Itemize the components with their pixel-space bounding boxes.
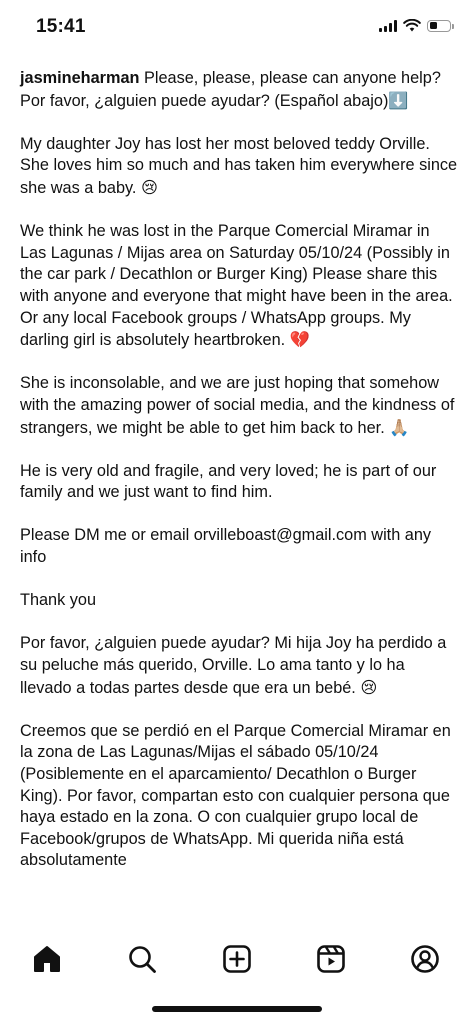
nav-profile[interactable] — [408, 942, 442, 976]
praying-hands-emoji-icon: 🙏🏼 — [389, 417, 410, 437]
reels-icon — [316, 944, 346, 974]
caption-text: Please, please, please can anyone help? Por favor, ¿alguien puede ayudar? (Español abajo) — [20, 69, 441, 110]
search-icon — [127, 944, 157, 974]
caption-paragraph — [20, 221, 460, 352]
post-username[interactable]: jasmineharman — [20, 69, 140, 87]
home-indicator[interactable] — [152, 1006, 322, 1012]
nav-create[interactable] — [220, 942, 254, 976]
crying-face-emoji-icon: 😢 — [140, 177, 158, 197]
caption-paragraph — [20, 373, 460, 439]
status-time: 15:41 — [36, 16, 86, 37]
caption-paragraph — [20, 134, 460, 200]
profile-icon — [410, 944, 440, 974]
caption-text: Please DM me or email orvilleboast@gmail.com with any info — [20, 526, 432, 567]
caption-paragraph — [20, 525, 460, 568]
nav-reels[interactable] — [314, 942, 348, 976]
caption-text: Thank you — [20, 591, 97, 610]
caption-paragraph — [20, 633, 460, 699]
caption-paragraph — [20, 721, 460, 872]
caption-text: My daughter Joy has lost her most beloved teddy Orville. She loves him so much and has taken him everywhere since she was a baby. — [20, 134, 458, 197]
home-icon — [32, 944, 62, 974]
caption-text: He is very old and fragile, and very loved; he is part of our family and we just want to find him. — [20, 461, 437, 502]
caption-text: Por favor, ¿alguien puede ayudar? Mi hija Joy ha perdido a su peluche más querido, Orville. Lo ama tanto y lo ha llevado a todas partes desde que era un bebé. — [20, 634, 447, 697]
post-caption — [20, 68, 460, 894]
nav-search[interactable] — [125, 942, 159, 976]
caption-paragraph — [20, 461, 460, 504]
down-arrow-emoji-icon: ⬇️ — [388, 90, 409, 110]
caption-text: Creemos que se perdió en el Parque Comercial Miramar en la zona de Las Lagunas/Mijas el sábado 05/10/24 (Posiblemente en el aparcamiento/ Decathlon o Burger King). Por favor, compartan esto con cualquier persona que haya estado en la zona. O con cualquier grupo local de Facebook/grupos de WhatsApp. Mi querida niña está absolutamente — [20, 721, 451, 870]
create-post-icon — [222, 944, 252, 974]
caption-text: She is inconsolable, and we are just hoping that somehow with the amazing power of social media, and the kindness of strangers, we might be able to get him back to her. — [20, 374, 455, 437]
caption-paragraph — [20, 590, 460, 612]
caption-paragraph — [20, 68, 460, 112]
broken-heart-emoji-icon: 💔 — [289, 330, 310, 350]
crying-face-emoji-icon: 😢 — [360, 677, 378, 697]
caption-text: We think he was lost in the Parque Comercial Miramar in Las Lagunas / Mijas area on Saturday 05/10/24 (Possibly in the car park / Decathlon or Burger King) Please share this with anyone and everyone that might have been in the area. Or any local Facebook groups / WhatsApp groups. My darling girl is absolutely heartbroken. — [20, 222, 453, 350]
nav-home[interactable] — [30, 942, 64, 976]
